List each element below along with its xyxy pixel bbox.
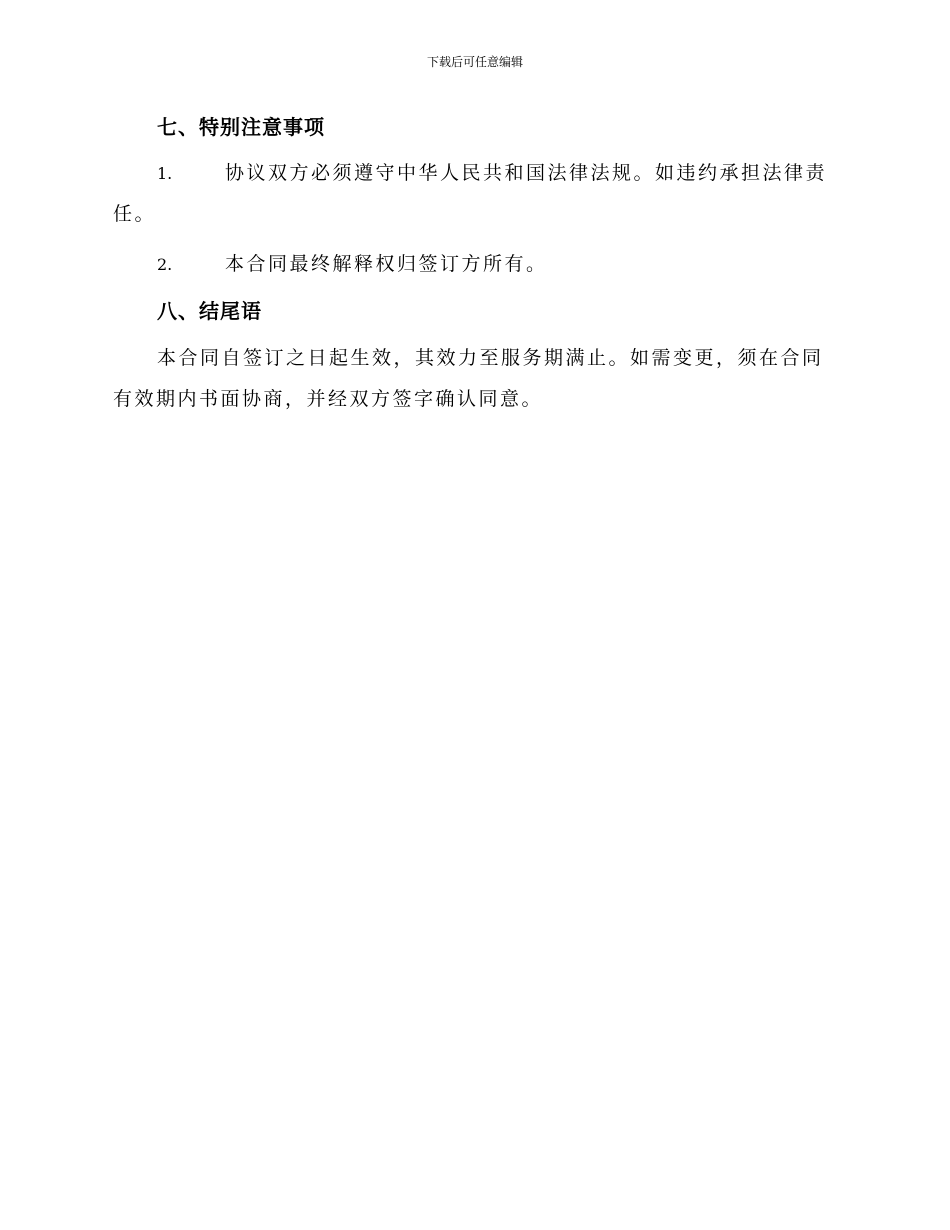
list-item (113, 244, 833, 285)
section-heading-closing: 八、结尾语 (157, 299, 262, 323)
list-item-number: 2. (157, 255, 173, 274)
list-item-text: 本合同最终解释权归签订方所有。 (225, 253, 548, 275)
page-header-text: 下载后可任意编辑 (426, 55, 523, 69)
page-header (0, 54, 950, 70)
list-item (113, 153, 833, 235)
closing-paragraph: 本合同自签订之日起生效，其效力至服务期满止。如需变更，须在合同有效期内书面协商，并经双方签字确认同意。 (113, 347, 824, 410)
section-heading-special-notes: 七、特别注意事项 (157, 115, 325, 139)
list-item-text: 协议双方必须遵守中华人民共和国法律法规。如违约承担法律责任。 (113, 162, 828, 225)
special-notes-list (113, 153, 833, 285)
list-item-number: 1. (157, 164, 173, 183)
document-body (113, 110, 833, 420)
